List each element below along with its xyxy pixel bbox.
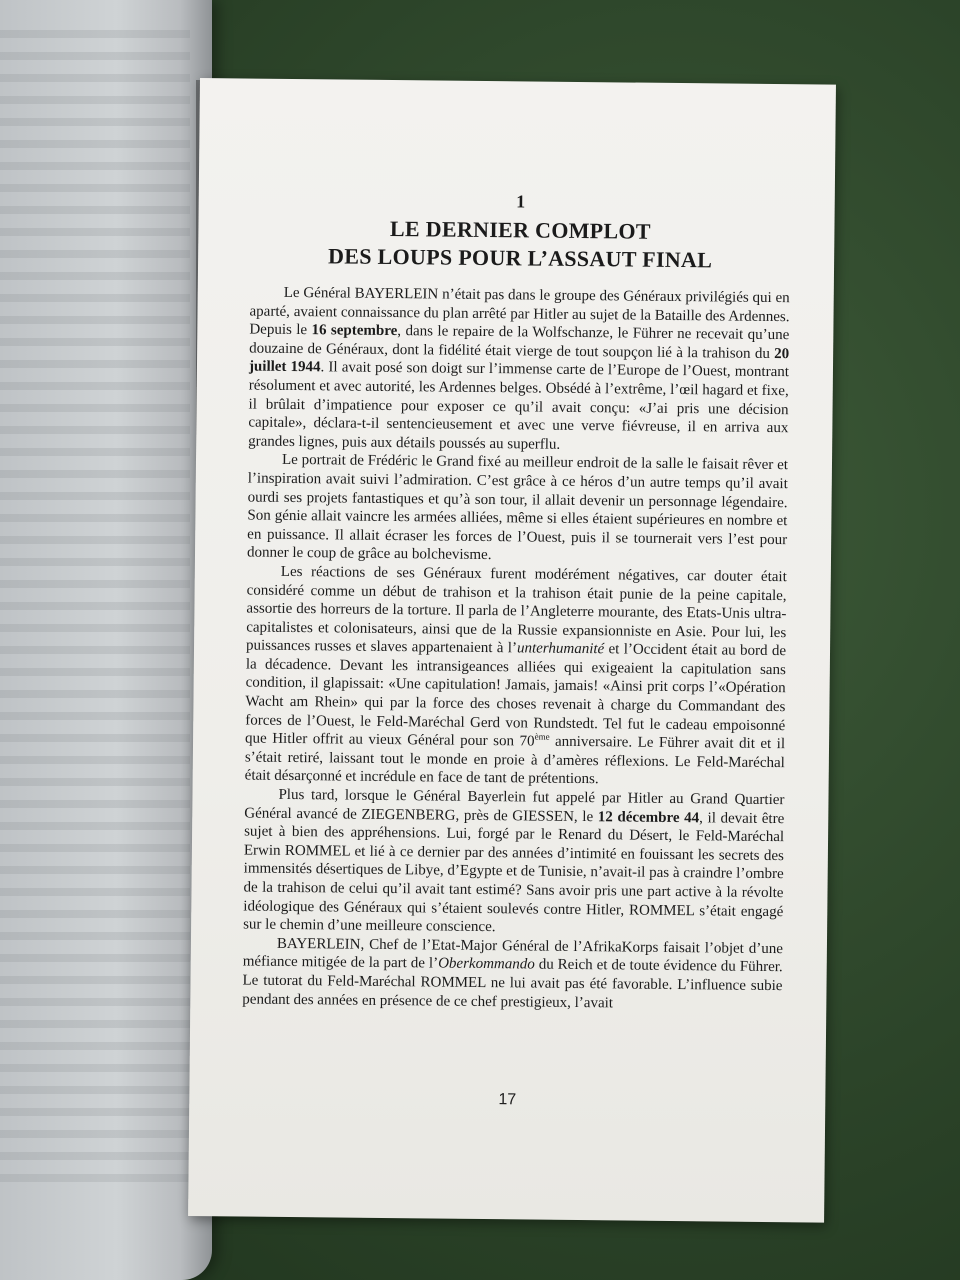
text-run: , il devait être sujet à bien des appréhensions. Lui, forgé par le Renard du Désert, le Feld-Maréchal Erwin ROMMEL et lié à ce dernier par des années d’intimité en fouissant les secrets des immensités désertiques de Libye, d’Egypte et de Tunisie, n’avait-il pas à craindre l’ombre de la trahison de celui qu’il avait tant estimé? Sans avoir pris une part active à la révolte idéologique des Généraux qui s’étaient soulevés contre Hitler, ROMMEL s’était engagé sur le chemin d’une meilleure conscience. — [243, 809, 785, 936]
text-run: ème — [534, 731, 550, 742]
chapter-title — [250, 214, 791, 276]
text-run: 16 septembre — [311, 322, 398, 340]
text-run: Le Général BAYERLEIN n’était pas dans le groupe des Généraux privilégiés qui en aparté, avaient connaissance du plan arrêté par Hitler au sujet de la Bataille des Ardennes. Depuis le — [249, 284, 790, 339]
page-number: 17 — [498, 1091, 517, 1109]
page-content — [242, 189, 791, 1015]
paragraph-2 — [247, 451, 788, 568]
text-run: 20 juillet 1944 — [248, 345, 790, 376]
book-page — [188, 78, 836, 1223]
chapter-number: 1 — [516, 191, 526, 212]
text-run: , dans le repaire de la Wolfschanze, le Führer ne recevait qu’une douzaine de Généraux, dont la fidélité était vierge de tout soupçon lié à la trahison du — [249, 323, 790, 362]
chapter-title-line-1: LE DERNIER COMPLOT — [389, 215, 651, 244]
text-run: et l’Occident était au bord de la décadence. Devant les intransigeances alliées qui exigeaient la capitulation sans condition, il glapissait: «Une capitulation! Jamais, jamais! «Ainsi prit corps l’«Opération Wacht am Rhein» qui par la force des choses revenait à charge du Commandant des forces de l’Ouest, le Feld-Maréchal Gerd von Rundstedt. Tel fut le cadeau empoisonné que Hitler offrit au vieux Général pour son 70 — [244, 641, 787, 750]
text-run: Plus tard, lorsque le Général Bayerlein fut appelé par Hitler au Grand Quartier Général avancé de ZIEGENBERG, près de GIESSEN, le — [244, 786, 785, 825]
paragraph-5 — [242, 934, 783, 1014]
text-run: du Reich et de toute évidence du Führer. Le tutorat du Feld-Maréchal ROMMEL ne lui avait pas été favorable. L’influence subie pendant des années en présence de ce chef prestigieux, l’avait — [242, 956, 783, 1011]
text-run: 12 décembre 44 — [597, 808, 700, 826]
paragraph-1 — [248, 284, 790, 457]
text-run: anniversaire. Le Führer avait dit et il s’était retiré, laissant tout le monde en proie à d’amères réflexions. Le Feld-Maréchal était désarçonné et incrédule en face de tant de prétentions. — [244, 733, 786, 788]
paragraph-3 — [245, 562, 787, 791]
text-run: BAYERLEIN, Chef de l’Etat-Major Général de l’AfrikaKorps faisait l’objet d’une méfiance mitigée de la part de l’ — [242, 935, 783, 972]
chapter-title-line-2: DES LOUPS POUR L’ASSAUT FINAL — [327, 243, 713, 273]
text-run: Les réactions de ses Généraux furent modérément négatives, car douter était considéré comme un début de trahison et la trahison était punie de la peine capitale, assortie des horreurs de la torture. Il parla de l’Angleterre mourante, des Etats-Unis ultra-capitalistes et colonisateurs, ainsi que de la Russie expansionniste en Asie. Pour lui, les puissances russes et slaves appartenaient à l’ — [245, 563, 787, 657]
left-page-faded-text — [0, 30, 190, 1190]
paragraph-4 — [243, 786, 785, 940]
text-run: . Il avait posé son doigt sur l’immense carte de l’Europe de l’Ouest, montrant résolument et avec autorité, les Ardennes belges. Obsédé à l’extrême, l’œil hagard et fixe, il brûlait d’impatience pour exposer ce qu’il avait conçu: «J’ai pris une décision capitale», déclara-t-il sentencieusement et avec une verve fiévreuse, il en arriva aux grandes lignes, puis aux détails poussés au superflu. — [248, 359, 790, 453]
left-page-edge — [0, 0, 212, 1280]
text-run: unterhumanité — [516, 640, 605, 658]
text-run: Oberkommando — [438, 955, 535, 973]
text-run: Le portrait de Frédéric le Grand fixé au meilleur endroit de la salle le faisait rêver et l’inspiration avait suivi l’admiration. C’est grâce à ce héros d’un autre temps qu’il avait ourdi ses projets fantastiques et qu’à son tour, il allait devenir un personnage légendaire. Son génie allait vaincre les armées alliées, même si elles étaient supérieures en nombre et en puissance. Il allait écraser les forces de l’Ouest, puis il se tournerait vers l’est pour donner le coup de grâce au bolchevisme. — [246, 452, 789, 564]
